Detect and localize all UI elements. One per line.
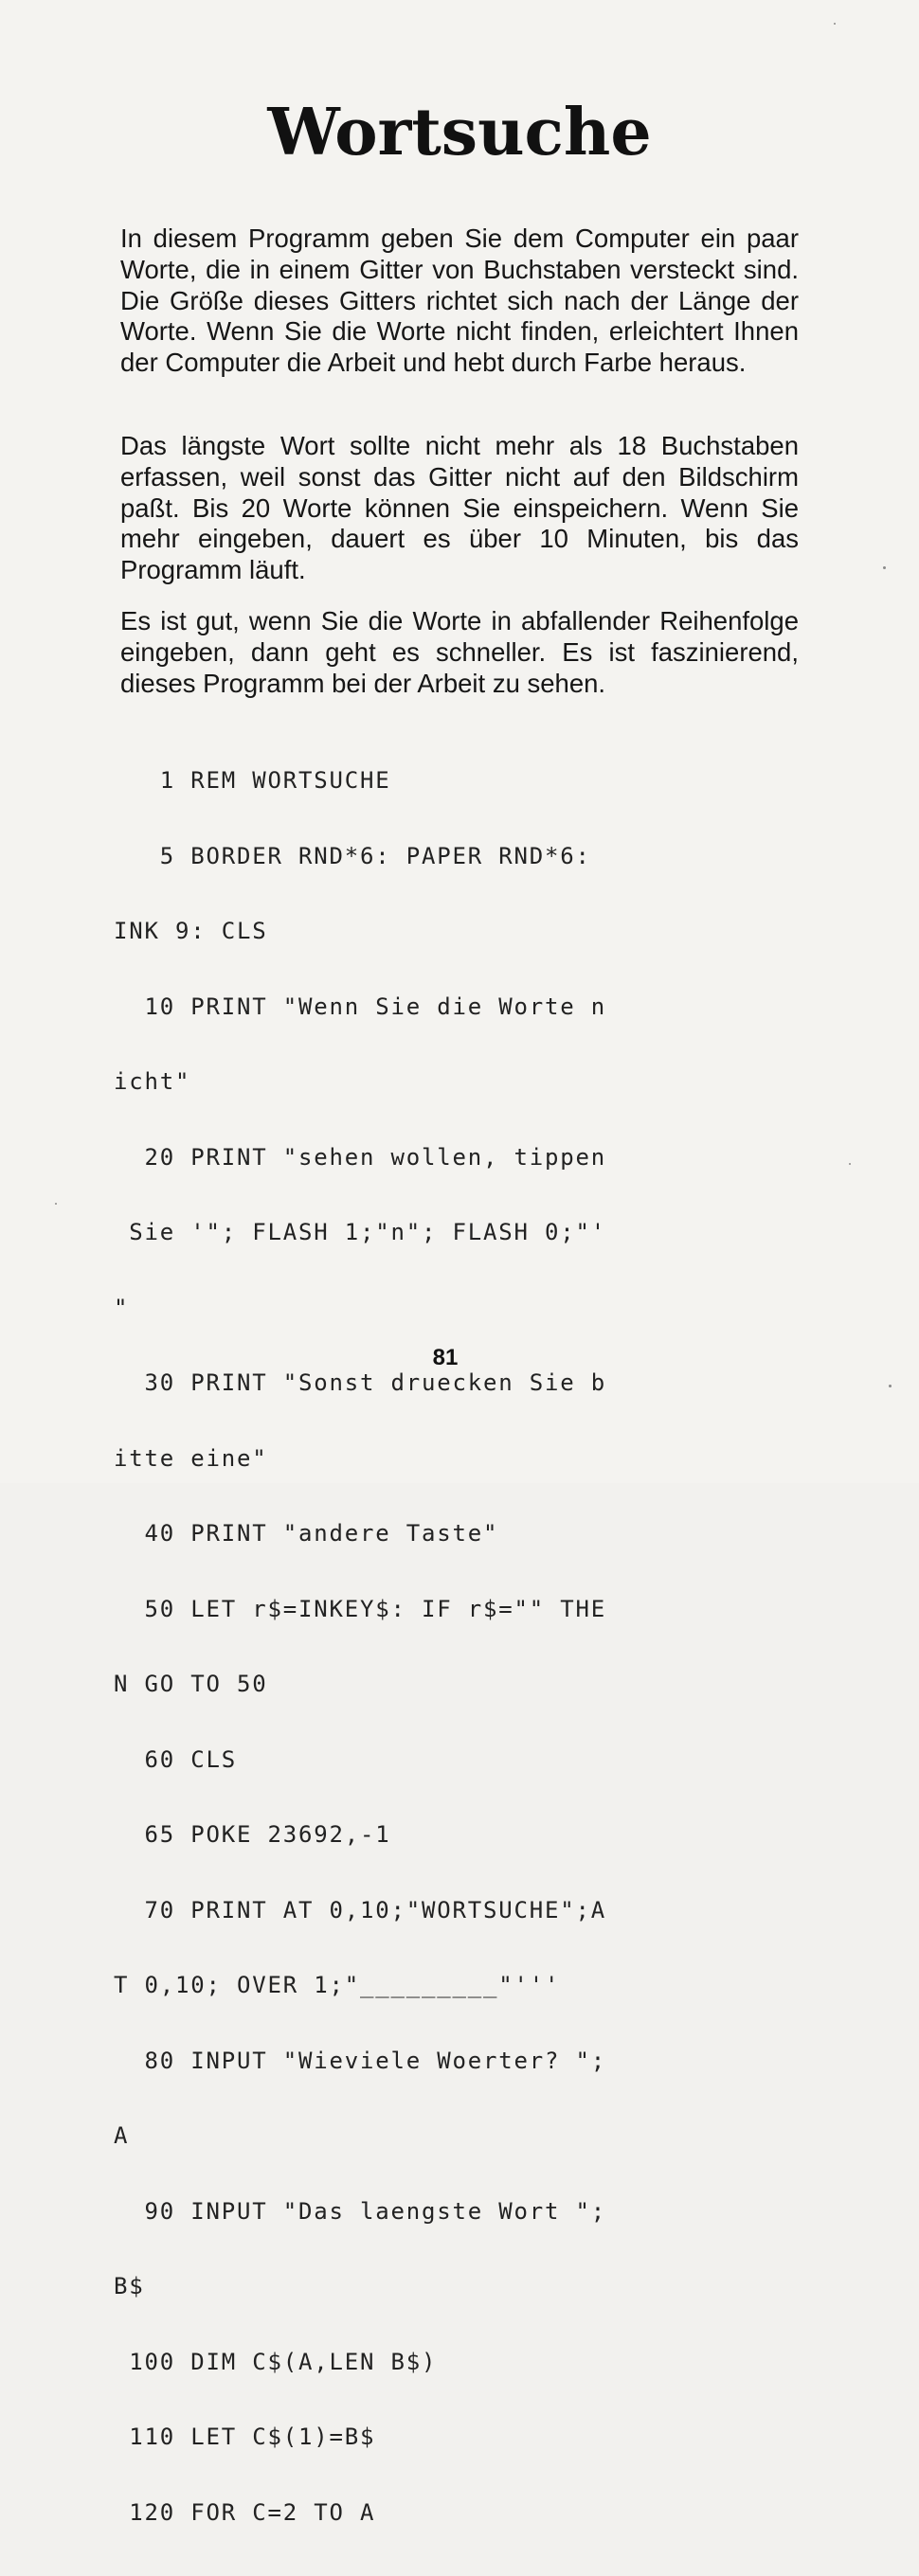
scan-speck xyxy=(834,23,836,25)
scan-speck xyxy=(849,1163,851,1165)
code-line: 50 LET r$=INKEY$: IF r$="" THE xyxy=(114,1595,606,1622)
code-line: itte eine" xyxy=(114,1444,268,1472)
page-title: Wortsuche xyxy=(267,95,652,170)
code-line: A xyxy=(114,2122,130,2149)
code-line: N GO TO 50 xyxy=(114,1671,268,1697)
code-line: 110 LET C$(1)=B$ xyxy=(114,2424,376,2450)
code-line: B$ xyxy=(114,2273,145,2299)
code-line: 80 INPUT "Wieviele Woerter? "; xyxy=(114,2047,606,2074)
code-line: T 0,10; OVER 1;"_________"''' xyxy=(114,1972,561,1998)
code-line: 20 PRINT "sehen wollen, tippen xyxy=(114,1143,606,1171)
basic-program-listing xyxy=(114,718,606,2575)
code-line: icht" xyxy=(114,1068,191,1095)
code-line: 100 DIM C$(A,LEN B$) xyxy=(114,2348,438,2375)
code-line: " xyxy=(114,1294,130,1321)
scan-speck xyxy=(889,1385,892,1387)
paragraph-tips: Es ist gut, wenn Sie die Worte in abfallender Reihenfolge eingeben, dann geht es schneller. Es ist faszinierend, dieses Programm bei der Arbeit zu sehen. xyxy=(120,606,799,698)
code-line: 120 FOR C=2 TO A xyxy=(114,2498,376,2526)
code-line: INK 9: CLS xyxy=(114,918,268,944)
code-line: 40 PRINT "andere Taste" xyxy=(114,1520,499,1547)
code-line: 70 PRINT AT 0,10;"WORTSUCHE";A xyxy=(114,1896,606,1923)
code-line: 65 POKE 23692,-1 xyxy=(114,1821,391,1848)
code-line: 5 BORDER RND*6: PAPER RND*6: xyxy=(114,842,591,869)
code-line: 30 PRINT "Sonst druecken Sie b xyxy=(114,1369,606,1396)
code-line: 10 PRINT "Wenn Sie die Worte n xyxy=(114,993,606,1020)
paragraph-limits: Das längste Wort sollte nicht mehr als 18 Buchstaben erfassen, weil sonst das Gitter nicht auf den Bildschirm paßt. Bis 20 Worte können Sie einspeichern. Wenn Sie mehr eingeben, dauert es über 10 Minuten, bis das Programm läuft. xyxy=(120,431,799,585)
code-line: 1 REM WORTSUCHE xyxy=(114,767,391,794)
code-line: 60 CLS xyxy=(114,1745,237,1773)
code-line: 90 INPUT "Das laengste Wort "; xyxy=(114,2197,606,2225)
scan-speck xyxy=(883,566,886,569)
scan-speck xyxy=(55,1203,57,1205)
code-line: Sie '"; FLASH 1;"n"; FLASH 0;"' xyxy=(114,1219,606,1245)
paragraph-intro: In diesem Programm geben Sie dem Computer ein paar Worte, die in einem Gitter von Buchstaben versteckt sind. Die Größe dieses Gitters richtet sich nach der Länge der Worte. Wenn Sie die Worte nicht finden, erleichtert Ihnen der Computer die Arbeit und hebt durch Farbe heraus. xyxy=(120,224,799,378)
page-number: 81 xyxy=(432,1345,459,1370)
